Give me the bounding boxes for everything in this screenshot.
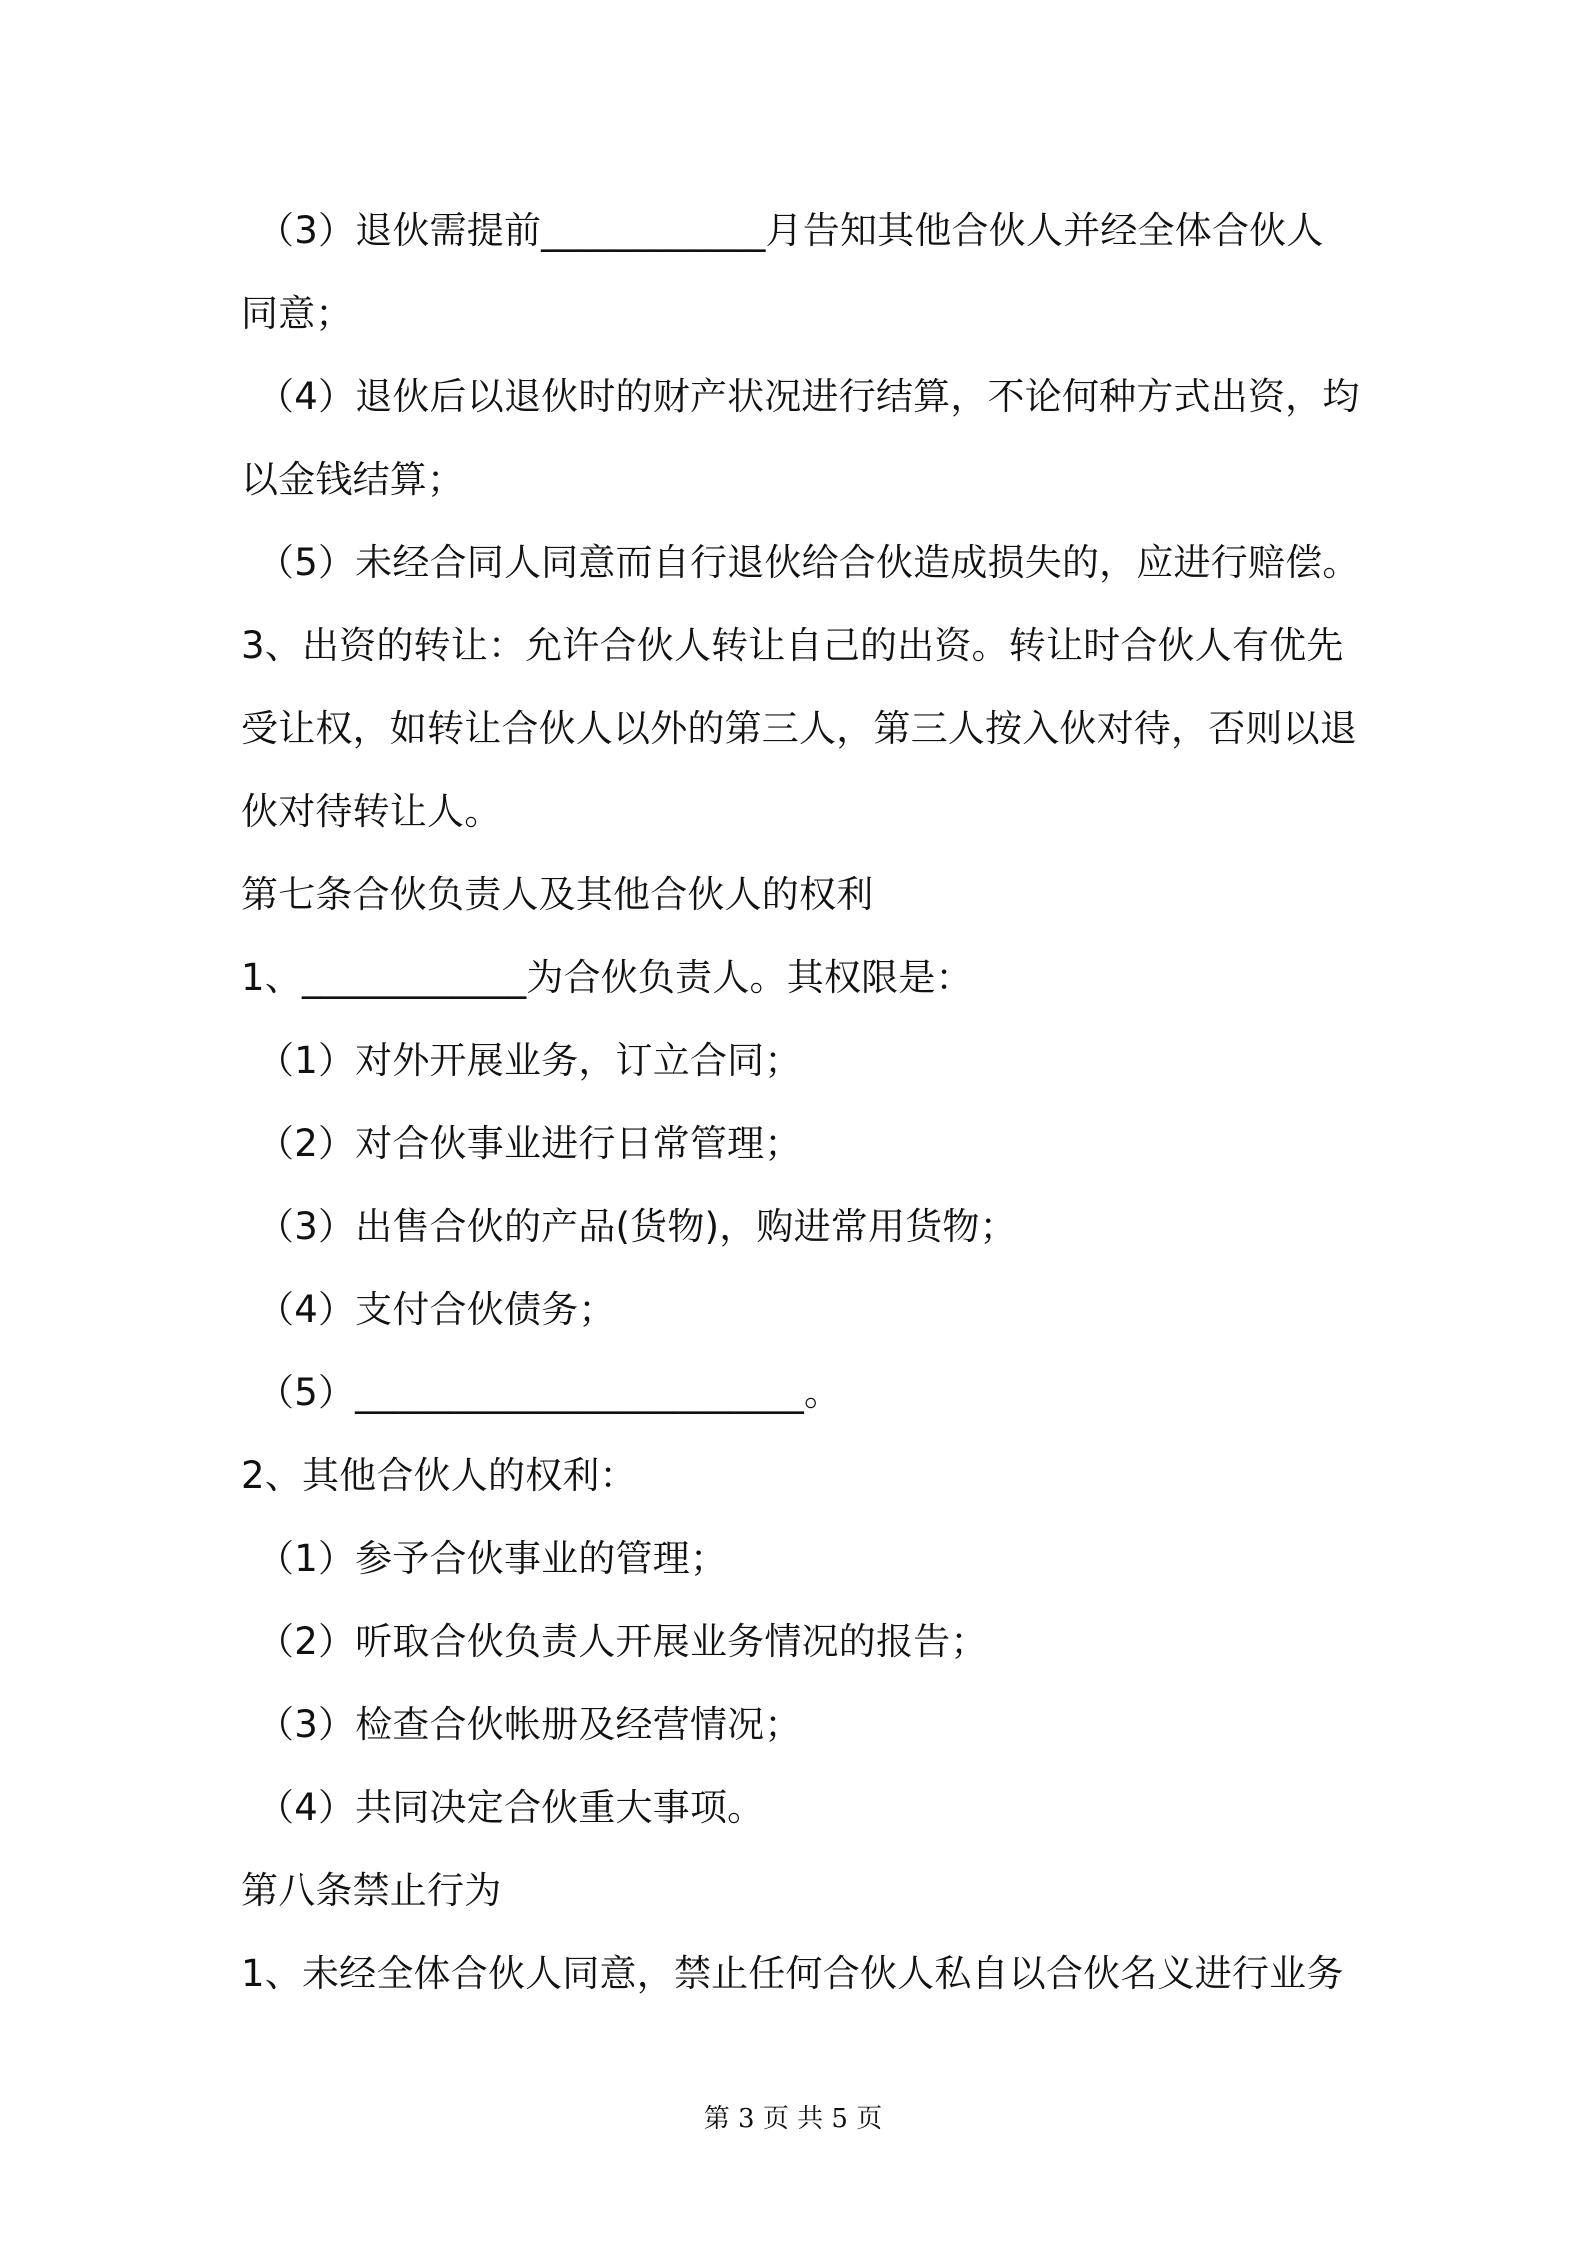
list-item: （1）对外开展业务，订立合同； xyxy=(257,1039,802,1082)
paragraph-line: （3）退伙需提前____________月告知其他合伙人并经全体合伙人 xyxy=(257,209,1324,252)
paragraph-line: 1、____________为合伙负责人。其权限是： xyxy=(241,956,973,999)
paragraph-line: 以金钱结算； xyxy=(241,458,465,501)
section-heading: 第八条禁止行为 xyxy=(241,1869,502,1912)
paragraph-line: （5）未经合同人同意而自行退伙给合伙造成损失的，应进行赔偿。 xyxy=(257,541,1360,584)
paragraph-line: 伙对待转让人。 xyxy=(241,790,502,833)
paragraph-line: 1、未经全体合伙人同意，禁止任何合伙人私自以合伙名义进行业务 xyxy=(241,1952,1344,1995)
paragraph-line: 受让权，如转让合伙人以外的第三人，第三人按入伙对待，否则以退 xyxy=(241,707,1357,750)
list-item: （3）检查合伙帐册及经营情况； xyxy=(257,1703,802,1746)
list-item: （5）________________________。 xyxy=(257,1371,842,1414)
list-item: （3）出售合伙的产品(货物)，购进常用货物； xyxy=(257,1205,1017,1248)
list-item: （2）听取合伙负责人开展业务情况的报告； xyxy=(257,1620,988,1663)
list-item: （4）支付合伙债务； xyxy=(257,1288,616,1331)
paragraph-line: 3、出资的转让：允许合伙人转让自己的出资。转让时合伙人有优先 xyxy=(241,624,1344,667)
paragraph-line: 同意； xyxy=(241,292,353,335)
list-item: （1）参予合伙事业的管理； xyxy=(257,1537,728,1580)
paragraph-line: （4）退伙后以退伙时的财产状况进行结算，不论何种方式出资，均 xyxy=(257,375,1360,418)
section-heading: 第七条合伙负责人及其他合伙人的权利 xyxy=(241,873,874,916)
list-item: （2）对合伙事业进行日常管理； xyxy=(257,1122,802,1165)
paragraph-line: 2、其他合伙人的权利： xyxy=(241,1454,637,1497)
page-number-footer: 第 3 页 共 5 页 xyxy=(703,2104,883,2134)
list-item: （4）共同决定合伙重大事项。 xyxy=(257,1786,765,1829)
